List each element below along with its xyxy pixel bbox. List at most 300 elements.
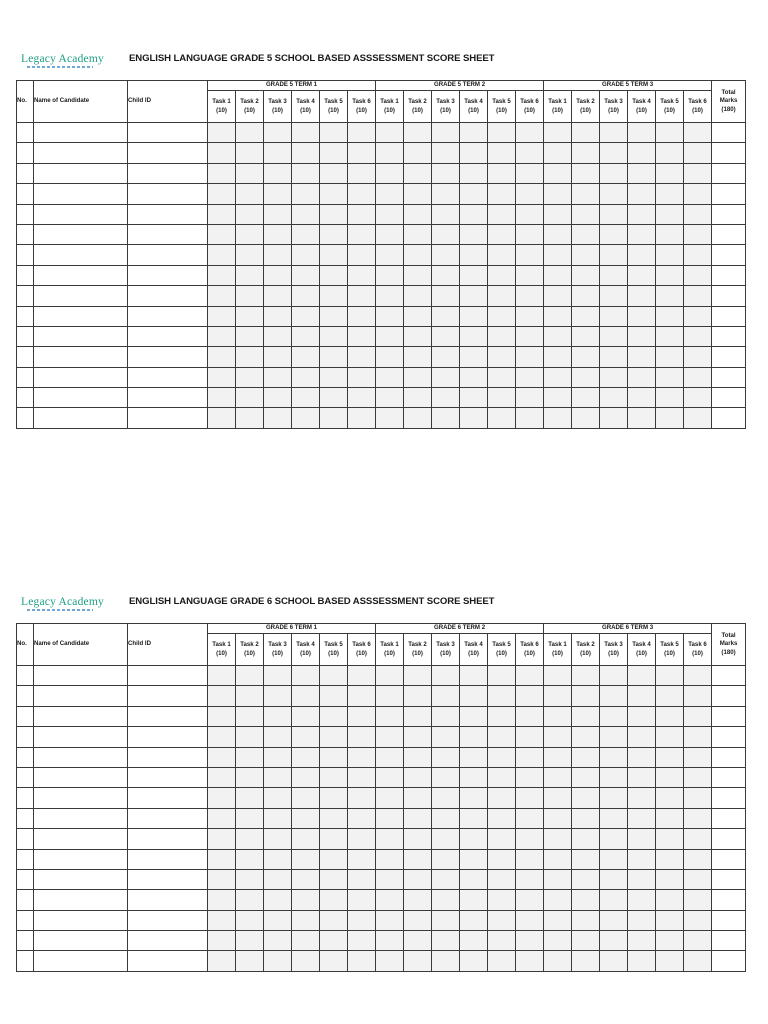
cell-task-score[interactable] — [404, 306, 432, 326]
cell-task-score[interactable] — [432, 931, 460, 951]
cell-task-score[interactable] — [292, 245, 320, 265]
cell-task-score[interactable] — [432, 388, 460, 408]
cell-task-score[interactable] — [600, 184, 628, 204]
cell-task-score[interactable] — [488, 326, 516, 346]
cell-task-score[interactable] — [684, 143, 712, 163]
cell-child-id[interactable] — [128, 747, 208, 767]
cell-task-score[interactable] — [460, 265, 488, 285]
cell-task-score[interactable] — [292, 788, 320, 808]
cell-task-score[interactable] — [432, 265, 460, 285]
cell-total-marks[interactable] — [712, 224, 746, 244]
cell-task-score[interactable] — [516, 706, 544, 726]
cell-task-score[interactable] — [684, 123, 712, 143]
cell-task-score[interactable] — [376, 306, 404, 326]
cell-task-score[interactable] — [488, 849, 516, 869]
cell-task-score[interactable] — [656, 204, 684, 224]
cell-child-id[interactable] — [128, 388, 208, 408]
cell-task-score[interactable] — [460, 367, 488, 387]
cell-task-score[interactable] — [264, 706, 292, 726]
cell-task-score[interactable] — [488, 910, 516, 930]
cell-no[interactable] — [17, 367, 34, 387]
cell-task-score[interactable] — [460, 143, 488, 163]
cell-child-id[interactable] — [128, 347, 208, 367]
cell-task-score[interactable] — [236, 808, 264, 828]
cell-task-score[interactable] — [656, 123, 684, 143]
cell-total-marks[interactable] — [712, 829, 746, 849]
cell-task-score[interactable] — [572, 163, 600, 183]
cell-task-score[interactable] — [600, 245, 628, 265]
cell-candidate-name[interactable] — [34, 204, 128, 224]
cell-task-score[interactable] — [208, 163, 236, 183]
cell-task-score[interactable] — [460, 306, 488, 326]
cell-no[interactable] — [17, 224, 34, 244]
cell-task-score[interactable] — [320, 829, 348, 849]
cell-task-score[interactable] — [544, 727, 572, 747]
cell-total-marks[interactable] — [712, 367, 746, 387]
cell-task-score[interactable] — [600, 143, 628, 163]
cell-task-score[interactable] — [656, 666, 684, 686]
cell-task-score[interactable] — [264, 931, 292, 951]
cell-task-score[interactable] — [572, 245, 600, 265]
cell-task-score[interactable] — [600, 388, 628, 408]
cell-task-score[interactable] — [264, 666, 292, 686]
cell-task-score[interactable] — [432, 163, 460, 183]
cell-task-score[interactable] — [236, 224, 264, 244]
cell-task-score[interactable] — [544, 931, 572, 951]
cell-task-score[interactable] — [348, 890, 376, 910]
cell-task-score[interactable] — [488, 408, 516, 428]
cell-task-score[interactable] — [292, 747, 320, 767]
cell-total-marks[interactable] — [712, 849, 746, 869]
cell-candidate-name[interactable] — [34, 408, 128, 428]
cell-child-id[interactable] — [128, 869, 208, 889]
cell-task-score[interactable] — [544, 686, 572, 706]
cell-task-score[interactable] — [404, 767, 432, 787]
cell-no[interactable] — [17, 829, 34, 849]
cell-task-score[interactable] — [320, 388, 348, 408]
cell-task-score[interactable] — [432, 808, 460, 828]
cell-task-score[interactable] — [488, 123, 516, 143]
cell-task-score[interactable] — [432, 788, 460, 808]
cell-task-score[interactable] — [656, 286, 684, 306]
cell-task-score[interactable] — [348, 306, 376, 326]
cell-total-marks[interactable] — [712, 204, 746, 224]
cell-task-score[interactable] — [376, 727, 404, 747]
cell-task-score[interactable] — [572, 184, 600, 204]
cell-task-score[interactable] — [432, 408, 460, 428]
cell-task-score[interactable] — [376, 666, 404, 686]
cell-task-score[interactable] — [404, 204, 432, 224]
cell-child-id[interactable] — [128, 910, 208, 930]
cell-candidate-name[interactable] — [34, 224, 128, 244]
cell-task-score[interactable] — [264, 245, 292, 265]
cell-task-score[interactable] — [404, 666, 432, 686]
cell-task-score[interactable] — [208, 666, 236, 686]
cell-task-score[interactable] — [404, 347, 432, 367]
cell-task-score[interactable] — [376, 367, 404, 387]
cell-task-score[interactable] — [348, 143, 376, 163]
cell-task-score[interactable] — [348, 123, 376, 143]
cell-task-score[interactable] — [600, 849, 628, 869]
cell-task-score[interactable] — [516, 890, 544, 910]
cell-total-marks[interactable] — [712, 788, 746, 808]
cell-task-score[interactable] — [376, 951, 404, 971]
cell-candidate-name[interactable] — [34, 326, 128, 346]
cell-task-score[interactable] — [404, 849, 432, 869]
cell-task-score[interactable] — [264, 849, 292, 869]
cell-no[interactable] — [17, 706, 34, 726]
cell-task-score[interactable] — [684, 808, 712, 828]
cell-task-score[interactable] — [460, 286, 488, 306]
cell-task-score[interactable] — [208, 265, 236, 285]
cell-child-id[interactable] — [128, 666, 208, 686]
cell-task-score[interactable] — [572, 849, 600, 869]
cell-task-score[interactable] — [208, 408, 236, 428]
cell-task-score[interactable] — [544, 808, 572, 828]
cell-task-score[interactable] — [656, 143, 684, 163]
cell-task-score[interactable] — [292, 808, 320, 828]
cell-task-score[interactable] — [320, 245, 348, 265]
cell-task-score[interactable] — [488, 869, 516, 889]
cell-task-score[interactable] — [236, 747, 264, 767]
cell-task-score[interactable] — [544, 890, 572, 910]
cell-task-score[interactable] — [320, 747, 348, 767]
cell-task-score[interactable] — [460, 224, 488, 244]
cell-task-score[interactable] — [544, 224, 572, 244]
cell-task-score[interactable] — [544, 951, 572, 971]
cell-task-score[interactable] — [320, 408, 348, 428]
cell-task-score[interactable] — [236, 931, 264, 951]
cell-candidate-name[interactable] — [34, 767, 128, 787]
cell-task-score[interactable] — [600, 408, 628, 428]
cell-task-score[interactable] — [404, 245, 432, 265]
cell-task-score[interactable] — [600, 747, 628, 767]
cell-no[interactable] — [17, 890, 34, 910]
cell-task-score[interactable] — [516, 204, 544, 224]
cell-task-score[interactable] — [348, 666, 376, 686]
cell-task-score[interactable] — [208, 367, 236, 387]
cell-task-score[interactable] — [684, 388, 712, 408]
cell-task-score[interactable] — [656, 910, 684, 930]
cell-no[interactable] — [17, 306, 34, 326]
cell-task-score[interactable] — [628, 163, 656, 183]
cell-task-score[interactable] — [572, 286, 600, 306]
cell-task-score[interactable] — [376, 747, 404, 767]
cell-task-score[interactable] — [684, 367, 712, 387]
cell-task-score[interactable] — [208, 747, 236, 767]
cell-task-score[interactable] — [544, 666, 572, 686]
cell-child-id[interactable] — [128, 306, 208, 326]
cell-task-score[interactable] — [292, 123, 320, 143]
cell-no[interactable] — [17, 347, 34, 367]
cell-task-score[interactable] — [572, 408, 600, 428]
cell-task-score[interactable] — [684, 245, 712, 265]
cell-task-score[interactable] — [684, 869, 712, 889]
cell-task-score[interactable] — [544, 163, 572, 183]
cell-task-score[interactable] — [460, 666, 488, 686]
cell-task-score[interactable] — [264, 224, 292, 244]
cell-task-score[interactable] — [572, 306, 600, 326]
cell-task-score[interactable] — [404, 869, 432, 889]
cell-task-score[interactable] — [572, 666, 600, 686]
cell-task-score[interactable] — [516, 869, 544, 889]
cell-task-score[interactable] — [488, 245, 516, 265]
cell-task-score[interactable] — [292, 951, 320, 971]
cell-task-score[interactable] — [628, 767, 656, 787]
cell-task-score[interactable] — [628, 788, 656, 808]
cell-task-score[interactable] — [488, 204, 516, 224]
cell-task-score[interactable] — [544, 910, 572, 930]
cell-task-score[interactable] — [264, 286, 292, 306]
cell-task-score[interactable] — [628, 951, 656, 971]
cell-task-score[interactable] — [264, 326, 292, 346]
cell-task-score[interactable] — [208, 245, 236, 265]
cell-candidate-name[interactable] — [34, 747, 128, 767]
cell-task-score[interactable] — [628, 829, 656, 849]
cell-task-score[interactable] — [404, 727, 432, 747]
cell-task-score[interactable] — [684, 767, 712, 787]
cell-candidate-name[interactable] — [34, 931, 128, 951]
cell-task-score[interactable] — [544, 849, 572, 869]
cell-task-score[interactable] — [488, 706, 516, 726]
cell-task-score[interactable] — [236, 951, 264, 971]
cell-child-id[interactable] — [128, 408, 208, 428]
cell-task-score[interactable] — [320, 163, 348, 183]
cell-task-score[interactable] — [656, 184, 684, 204]
cell-task-score[interactable] — [600, 265, 628, 285]
cell-task-score[interactable] — [656, 686, 684, 706]
cell-task-score[interactable] — [264, 306, 292, 326]
cell-total-marks[interactable] — [712, 910, 746, 930]
cell-task-score[interactable] — [572, 326, 600, 346]
cell-child-id[interactable] — [128, 286, 208, 306]
cell-task-score[interactable] — [292, 706, 320, 726]
cell-task-score[interactable] — [236, 686, 264, 706]
cell-task-score[interactable] — [488, 666, 516, 686]
cell-task-score[interactable] — [516, 224, 544, 244]
cell-task-score[interactable] — [628, 245, 656, 265]
cell-task-score[interactable] — [684, 286, 712, 306]
cell-child-id[interactable] — [128, 163, 208, 183]
cell-task-score[interactable] — [208, 123, 236, 143]
cell-task-score[interactable] — [264, 123, 292, 143]
cell-task-score[interactable] — [236, 184, 264, 204]
cell-task-score[interactable] — [348, 849, 376, 869]
cell-task-score[interactable] — [684, 666, 712, 686]
cell-task-score[interactable] — [320, 347, 348, 367]
cell-task-score[interactable] — [236, 890, 264, 910]
cell-task-score[interactable] — [348, 951, 376, 971]
cell-task-score[interactable] — [236, 163, 264, 183]
cell-task-score[interactable] — [684, 727, 712, 747]
cell-task-score[interactable] — [432, 829, 460, 849]
cell-task-score[interactable] — [208, 869, 236, 889]
cell-task-score[interactable] — [488, 265, 516, 285]
cell-task-score[interactable] — [432, 123, 460, 143]
cell-task-score[interactable] — [236, 849, 264, 869]
cell-task-score[interactable] — [236, 666, 264, 686]
cell-task-score[interactable] — [628, 224, 656, 244]
cell-task-score[interactable] — [628, 265, 656, 285]
cell-task-score[interactable] — [432, 747, 460, 767]
cell-task-score[interactable] — [516, 910, 544, 930]
cell-task-score[interactable] — [348, 204, 376, 224]
cell-task-score[interactable] — [404, 408, 432, 428]
cell-task-score[interactable] — [432, 326, 460, 346]
cell-child-id[interactable] — [128, 890, 208, 910]
cell-task-score[interactable] — [432, 951, 460, 971]
cell-task-score[interactable] — [628, 849, 656, 869]
cell-task-score[interactable] — [656, 747, 684, 767]
cell-task-score[interactable] — [208, 686, 236, 706]
cell-task-score[interactable] — [264, 951, 292, 971]
cell-task-score[interactable] — [488, 727, 516, 747]
cell-task-score[interactable] — [264, 686, 292, 706]
cell-task-score[interactable] — [684, 184, 712, 204]
cell-task-score[interactable] — [292, 727, 320, 747]
cell-total-marks[interactable] — [712, 347, 746, 367]
cell-task-score[interactable] — [544, 829, 572, 849]
cell-task-score[interactable] — [516, 727, 544, 747]
cell-task-score[interactable] — [320, 706, 348, 726]
cell-task-score[interactable] — [348, 767, 376, 787]
cell-task-score[interactable] — [628, 204, 656, 224]
cell-task-score[interactable] — [488, 788, 516, 808]
cell-task-score[interactable] — [236, 767, 264, 787]
cell-task-score[interactable] — [264, 890, 292, 910]
cell-task-score[interactable] — [600, 347, 628, 367]
cell-task-score[interactable] — [292, 306, 320, 326]
cell-no[interactable] — [17, 143, 34, 163]
cell-task-score[interactable] — [264, 727, 292, 747]
cell-task-score[interactable] — [656, 706, 684, 726]
cell-no[interactable] — [17, 123, 34, 143]
cell-child-id[interactable] — [128, 727, 208, 747]
cell-task-score[interactable] — [544, 286, 572, 306]
cell-task-score[interactable] — [684, 890, 712, 910]
cell-task-score[interactable] — [600, 727, 628, 747]
cell-task-score[interactable] — [432, 245, 460, 265]
cell-task-score[interactable] — [208, 829, 236, 849]
cell-child-id[interactable] — [128, 367, 208, 387]
cell-task-score[interactable] — [656, 808, 684, 828]
cell-task-score[interactable] — [320, 890, 348, 910]
cell-no[interactable] — [17, 326, 34, 346]
cell-task-score[interactable] — [404, 910, 432, 930]
cell-task-score[interactable] — [292, 367, 320, 387]
cell-task-score[interactable] — [376, 788, 404, 808]
cell-task-score[interactable] — [348, 163, 376, 183]
cell-task-score[interactable] — [572, 767, 600, 787]
cell-task-score[interactable] — [236, 326, 264, 346]
cell-task-score[interactable] — [488, 829, 516, 849]
cell-task-score[interactable] — [376, 767, 404, 787]
cell-total-marks[interactable] — [712, 326, 746, 346]
cell-task-score[interactable] — [432, 849, 460, 869]
cell-task-score[interactable] — [208, 706, 236, 726]
cell-task-score[interactable] — [320, 224, 348, 244]
cell-task-score[interactable] — [264, 265, 292, 285]
cell-task-score[interactable] — [656, 388, 684, 408]
cell-task-score[interactable] — [684, 408, 712, 428]
cell-task-score[interactable] — [488, 224, 516, 244]
cell-task-score[interactable] — [376, 163, 404, 183]
cell-child-id[interactable] — [128, 265, 208, 285]
cell-task-score[interactable] — [320, 931, 348, 951]
cell-task-score[interactable] — [628, 890, 656, 910]
cell-task-score[interactable] — [628, 143, 656, 163]
cell-task-score[interactable] — [516, 747, 544, 767]
cell-total-marks[interactable] — [712, 686, 746, 706]
cell-task-score[interactable] — [544, 326, 572, 346]
cell-task-score[interactable] — [544, 204, 572, 224]
cell-task-score[interactable] — [600, 286, 628, 306]
cell-task-score[interactable] — [320, 326, 348, 346]
cell-candidate-name[interactable] — [34, 849, 128, 869]
cell-task-score[interactable] — [684, 788, 712, 808]
cell-task-score[interactable] — [348, 808, 376, 828]
cell-task-score[interactable] — [348, 265, 376, 285]
cell-task-score[interactable] — [404, 265, 432, 285]
cell-task-score[interactable] — [320, 788, 348, 808]
cell-task-score[interactable] — [684, 829, 712, 849]
cell-task-score[interactable] — [208, 286, 236, 306]
cell-task-score[interactable] — [208, 143, 236, 163]
cell-candidate-name[interactable] — [34, 890, 128, 910]
cell-task-score[interactable] — [460, 204, 488, 224]
cell-task-score[interactable] — [320, 951, 348, 971]
cell-total-marks[interactable] — [712, 123, 746, 143]
cell-task-score[interactable] — [684, 204, 712, 224]
cell-task-score[interactable] — [488, 306, 516, 326]
cell-task-score[interactable] — [348, 869, 376, 889]
cell-task-score[interactable] — [236, 788, 264, 808]
cell-task-score[interactable] — [628, 306, 656, 326]
cell-child-id[interactable] — [128, 951, 208, 971]
cell-task-score[interactable] — [544, 143, 572, 163]
cell-task-score[interactable] — [516, 788, 544, 808]
cell-task-score[interactable] — [460, 326, 488, 346]
cell-candidate-name[interactable] — [34, 706, 128, 726]
cell-task-score[interactable] — [376, 910, 404, 930]
cell-task-score[interactable] — [404, 326, 432, 346]
cell-candidate-name[interactable] — [34, 727, 128, 747]
cell-task-score[interactable] — [544, 706, 572, 726]
cell-task-score[interactable] — [432, 869, 460, 889]
cell-no[interactable] — [17, 184, 34, 204]
cell-total-marks[interactable] — [712, 265, 746, 285]
cell-task-score[interactable] — [208, 890, 236, 910]
cell-task-score[interactable] — [348, 347, 376, 367]
cell-task-score[interactable] — [432, 204, 460, 224]
cell-task-score[interactable] — [264, 388, 292, 408]
cell-task-score[interactable] — [684, 849, 712, 869]
cell-task-score[interactable] — [264, 869, 292, 889]
cell-task-score[interactable] — [460, 408, 488, 428]
cell-task-score[interactable] — [516, 686, 544, 706]
cell-task-score[interactable] — [572, 224, 600, 244]
cell-task-score[interactable] — [208, 808, 236, 828]
cell-task-score[interactable] — [348, 286, 376, 306]
cell-task-score[interactable] — [516, 286, 544, 306]
cell-task-score[interactable] — [208, 849, 236, 869]
cell-task-score[interactable] — [628, 686, 656, 706]
cell-task-score[interactable] — [404, 163, 432, 183]
cell-task-score[interactable] — [432, 890, 460, 910]
cell-task-score[interactable] — [516, 931, 544, 951]
cell-task-score[interactable] — [628, 747, 656, 767]
cell-task-score[interactable] — [460, 747, 488, 767]
